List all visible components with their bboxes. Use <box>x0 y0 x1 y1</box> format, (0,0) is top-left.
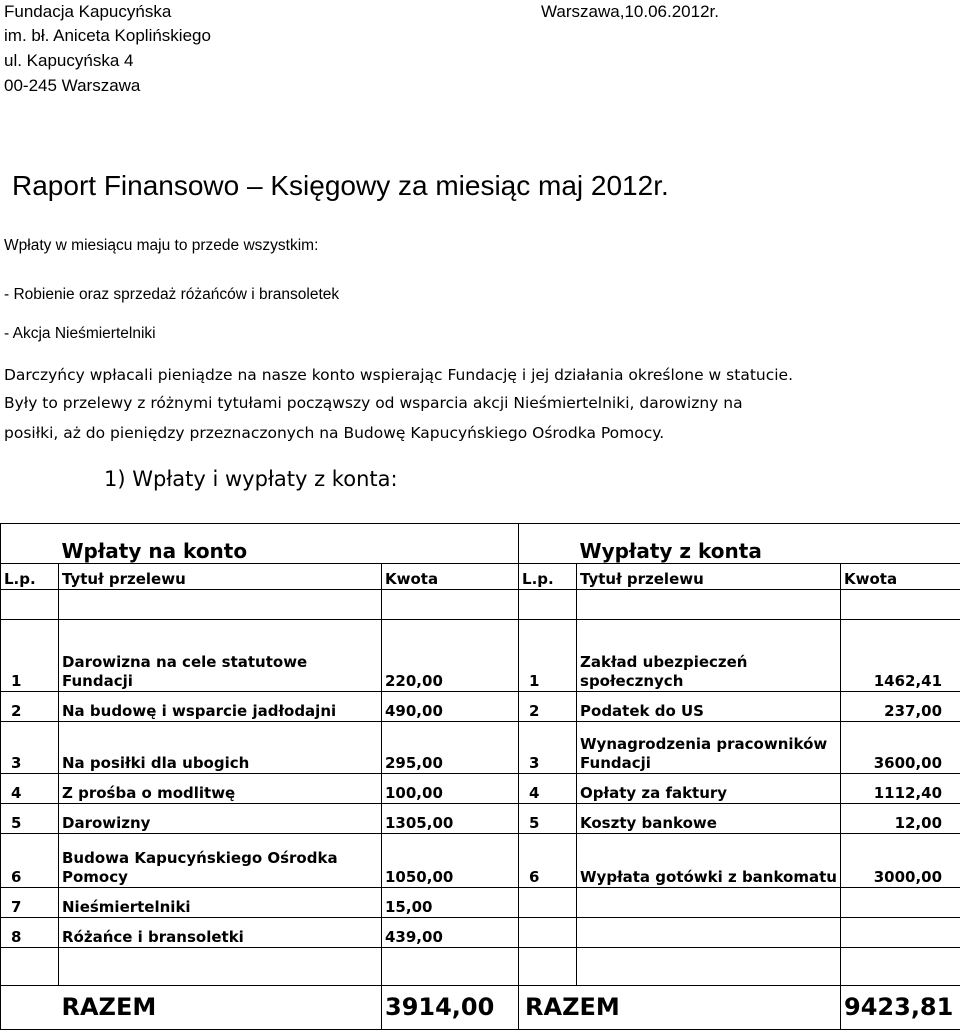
document-date: Warszawa,10.06.2012r. <box>541 0 719 24</box>
table-spacer-row <box>1 948 960 986</box>
income-amount: 439,00 <box>382 918 519 948</box>
income-amount: 220,00 <box>382 620 519 692</box>
income-amount: 100,00 <box>382 774 519 804</box>
expense-amount <box>841 918 960 948</box>
section-title: 1) Wpłaty i wypłaty z konta: <box>104 467 398 491</box>
expense-no: 3 <box>519 722 577 774</box>
income-title: Z prośba o modlitwę <box>59 774 382 804</box>
table-row <box>1 804 960 834</box>
expense-title: Koszty bankowe <box>577 804 841 834</box>
expense-no: 5 <box>519 804 577 834</box>
table-spacer-row <box>1 590 960 620</box>
org-city: 00-245 Warszawa <box>4 74 140 98</box>
income-header: Wpłaty na konto <box>59 524 519 564</box>
expense-title: Opłaty za faktury <box>577 774 841 804</box>
expense-no <box>519 918 577 948</box>
income-title: Nieśmiertelniki <box>59 888 382 918</box>
expense-amount: 12,00 <box>841 804 960 834</box>
expense-amount: 3600,00 <box>841 722 960 774</box>
income-no: 1 <box>1 620 59 692</box>
income-no: 3 <box>1 722 59 774</box>
table-row <box>1 888 960 918</box>
expense-amount <box>841 888 960 918</box>
table-row <box>1 722 960 774</box>
col-lp-expense: L.p. <box>519 564 577 590</box>
expense-title <box>577 888 841 918</box>
income-total-label: RAZEM <box>59 986 382 1030</box>
expense-total: 9423,81 <box>841 986 960 1030</box>
expense-amount: 1112,40 <box>841 774 960 804</box>
expense-header: Wypłaty z konta <box>577 524 960 564</box>
col-title-income: Tytuł przelewu <box>59 564 382 590</box>
expense-title: Zakład ubezpieczeń społecznych <box>577 620 841 692</box>
table-row <box>1 620 960 692</box>
income-total: 3914,00 <box>382 986 519 1030</box>
income-title: Na budowę i wsparcie jadłodajni <box>59 692 382 722</box>
table-group-header-row <box>1 524 960 564</box>
expense-amount: 1462,41 <box>841 620 960 692</box>
income-amount: 1050,00 <box>382 834 519 888</box>
intro-bullet-1: - Robienie oraz sprzedaż różańców i bransoletek <box>4 286 339 304</box>
income-amount: 295,00 <box>382 722 519 774</box>
intro-line: Wpłaty w miesiącu maju to przede wszystkim: <box>4 237 318 255</box>
table-row <box>1 918 960 948</box>
intro-paragraph-2: Były to przelewy z różnymi tytułami począwszy od wsparcia akcji Nieśmiertelniki, darowizny na <box>4 394 743 412</box>
finance-table <box>0 523 960 1030</box>
col-lp-income: L.p. <box>1 564 59 590</box>
expense-total-label: RAZEM <box>519 986 841 1030</box>
income-title: Na posiłki dla ubogich <box>59 722 382 774</box>
table-row <box>1 774 960 804</box>
expense-no: 6 <box>519 834 577 888</box>
col-title-expense: Tytuł przelewu <box>577 564 841 590</box>
expense-title: Podatek do US <box>577 692 841 722</box>
income-no: 2 <box>1 692 59 722</box>
income-title: Darowizna na cele statutowe Fundacji <box>59 620 382 692</box>
intro-bullet-2: - Akcja Nieśmiertelniki <box>4 325 156 343</box>
income-no: 4 <box>1 774 59 804</box>
intro-paragraph-1: Darczyńcy wpłacali pieniądze na nasze konto wspierając Fundację i jej działania określone w statucie. <box>4 366 793 384</box>
col-amount-income: Kwota <box>382 564 519 590</box>
income-amount: 490,00 <box>382 692 519 722</box>
org-name: Fundacja Kapucyńska <box>4 0 171 24</box>
income-title: Darowizny <box>59 804 382 834</box>
income-no: 7 <box>1 888 59 918</box>
income-no: 8 <box>1 918 59 948</box>
income-amount: 15,00 <box>382 888 519 918</box>
expense-no: 2 <box>519 692 577 722</box>
table-column-header-row <box>1 564 960 590</box>
expense-title: Wypłata gotówki z bankomatu <box>577 834 841 888</box>
expense-amount: 237,00 <box>841 692 960 722</box>
intro-paragraph-3: posiłki, aż do pieniędzy przeznaczonych na Budowę Kapucyńskiego Ośrodka Pomocy. <box>4 424 664 442</box>
income-no: 5 <box>1 804 59 834</box>
income-title: Różańce i bransoletki <box>59 918 382 948</box>
report-title: Raport Finansowo – Księgowy za miesiąc maj 2012r. <box>12 170 669 202</box>
expense-amount: 3000,00 <box>841 834 960 888</box>
org-street: ul. Kapucyńska 4 <box>4 49 133 73</box>
table-row <box>1 692 960 722</box>
expense-no <box>519 888 577 918</box>
income-amount: 1305,00 <box>382 804 519 834</box>
col-amount-expense: Kwota <box>841 564 960 590</box>
table-row <box>1 834 960 888</box>
expense-no: 4 <box>519 774 577 804</box>
org-patron: im. bł. Aniceta Koplińskiego <box>4 24 211 48</box>
expense-title: Wynagrodzenia pracowników Fundacji <box>577 722 841 774</box>
income-no: 6 <box>1 834 59 888</box>
total-row <box>1 986 960 1030</box>
income-title: Budowa Kapucyńskiego Ośrodka Pomocy <box>59 834 382 888</box>
expense-title <box>577 918 841 948</box>
expense-no: 1 <box>519 620 577 692</box>
